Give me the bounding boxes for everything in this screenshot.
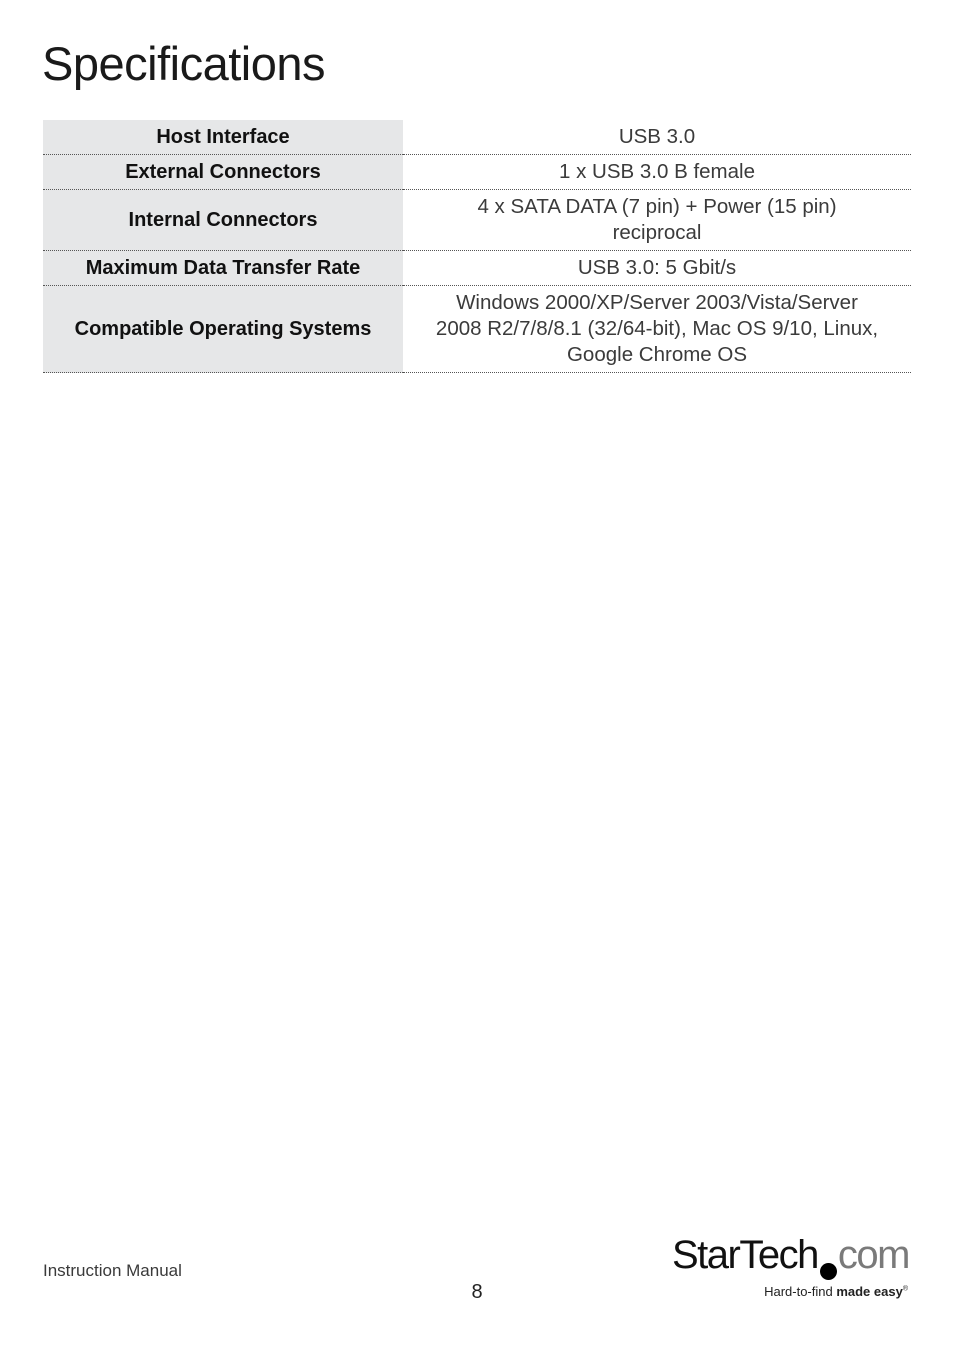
spec-value [403, 190, 911, 251]
spec-value-line: reciprocal [612, 221, 702, 244]
spec-label: Compatible Operating Systems [43, 286, 403, 373]
spec-value-line: 4 x SATA DATA (7 pin) + Power (15 pin) [477, 195, 837, 218]
spec-row-max-transfer-rate [43, 251, 911, 286]
logo-tagline [764, 1284, 908, 1299]
specifications-table [43, 120, 911, 373]
spec-value: 1 x USB 3.0 B female [403, 155, 911, 190]
page-title: Specifications [42, 37, 325, 90]
spec-label: Host Interface [43, 120, 403, 155]
spec-value-line: Google Chrome OS [566, 343, 748, 366]
tagline-bold: made easy [836, 1284, 903, 1299]
spec-label: Maximum Data Transfer Rate [43, 251, 403, 286]
page-number: 8 [471, 1281, 483, 1303]
tagline-regular: Hard-to-find [764, 1284, 837, 1299]
spec-row-compatible-os [43, 286, 911, 373]
logo-domain: com [837, 1233, 909, 1277]
spec-value: USB 3.0: 5 Gbit/s [403, 251, 911, 286]
startech-logo [672, 1233, 912, 1303]
spec-value-line: 2008 R2/7/8/8.1 (32/64-bit), Mac OS 9/10, Linux, [435, 317, 879, 340]
footer-document-type: Instruction Manual [43, 1261, 182, 1280]
spec-value-line: Windows 2000/XP/Server 2003/Vista/Server [456, 291, 858, 314]
spec-row-external-connectors [43, 155, 911, 190]
spec-row-internal-connectors [43, 190, 911, 251]
logo-wordmark [672, 1233, 909, 1280]
spec-value: USB 3.0 [403, 120, 911, 155]
spec-row-host-interface [43, 120, 911, 155]
registered-mark: ® [902, 1285, 908, 1293]
logo-dot-icon [820, 1263, 837, 1280]
spec-label: Internal Connectors [43, 190, 403, 251]
spec-value [403, 286, 911, 373]
spec-label: External Connectors [43, 155, 403, 190]
logo-brand-name: StarTech [672, 1233, 818, 1277]
